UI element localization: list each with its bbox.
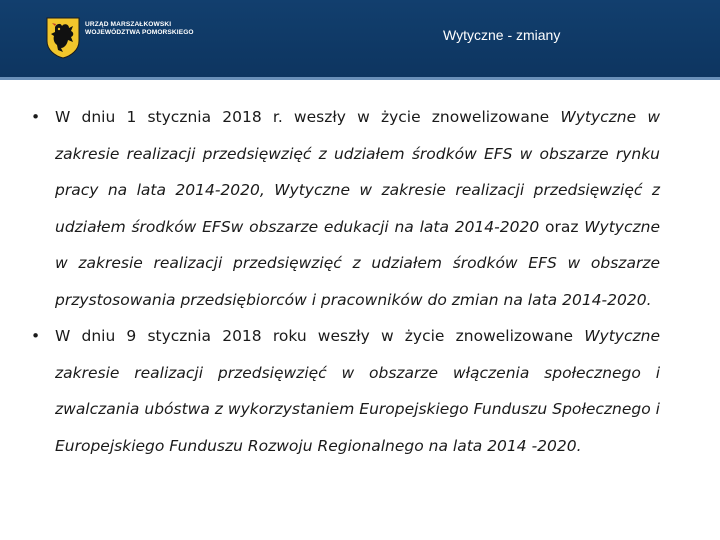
bullet-1-guidelines-b: Wytyczne w zakresie realizacji przedsięwzięć z udziałem środków EFS w obszarze przystosowania przedsiębiorców i pracowników do zmian na lata 2014-2020. [55, 217, 660, 309]
office-name-line1: URZĄD MARSZAŁKOWSKI [85, 21, 172, 28]
header-divider [0, 77, 720, 80]
office-name-line2: WOJEWÓDZTWA POMORSKIEGO [85, 29, 194, 36]
bullet-text-2 [55, 318, 660, 464]
gryphon-crest-icon [46, 17, 80, 59]
bullet-dot-icon: • [31, 108, 41, 126]
bullet-text-1 [55, 99, 660, 318]
bullet-1-lead: W dniu 1 stycznia 2018 r. weszły w życie znowelizowane [55, 108, 561, 126]
office-logo [46, 17, 194, 59]
bullet-1-conjunction: oraz [539, 217, 585, 236]
bullet-item-1 [30, 99, 660, 318]
bullet-1-guidelines-a: Wytyczne w zakresie realizacji przedsięwzięć z udziałem środków EFS w obszarze rynku pracy na lata 2014-2020, Wytyczne w zakresie realizacji przedsięwzięć z udziałem środków EFSw obszarze edukacji na lata 2014-2020 [55, 108, 661, 236]
header-bar [0, 0, 720, 77]
slide-title: Wytyczne - zmiany [443, 27, 561, 43]
bullet-2-guidelines: Wytyczne zakresie realizacji przedsięwzięć w obszarze włączenia społecznego i zwalczania ubóstwa z wykorzystaniem Europejskiego Funduszu Społecznego i Europejskiego Funduszu Rozwoju Regionalnego na lata 2014 -2020. [55, 327, 660, 455]
bullet-2-lead: W dniu 9 stycznia 2018 roku weszły w życie znowelizowane [55, 327, 585, 345]
bullet-item-2 [30, 318, 660, 464]
bullet-dot-icon: • [31, 327, 41, 345]
slide-content [30, 99, 660, 464]
office-name [85, 21, 194, 37]
